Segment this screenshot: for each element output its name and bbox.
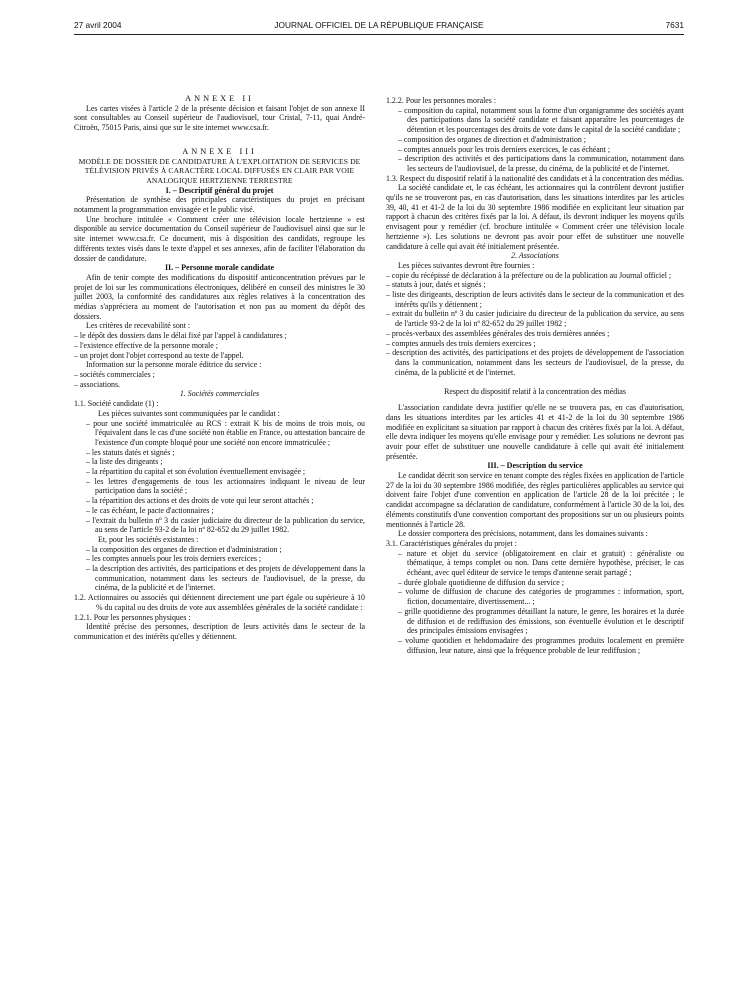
list-item: – un projet dont l'objet correspond au texte de l'appel.: [74, 350, 244, 360]
section-3-paragraph: Le candidat décrit son service en tenant compte des règles fixées en application de l'article 27 de la loi du 30 septembre 1986 modifiée, des règles particulières applicables au service qui doivent faire l'objet d'une convention en application de l'article 28 de la loi précitée ; le candidat accompagne sa déclaration de candidature, conformément à l'article 30 de la loi, des éléments constitutifs d'une convention comportant des propositions sur un ou plusieurs points mentionnés à l'article 28.: [386, 471, 684, 529]
list-item: – les lettres d'engagements de tous les actionnaires indiquant le niveau de leur participation dans la société ;: [86, 476, 365, 496]
list-item: – les statuts datés et signés ;: [86, 447, 175, 457]
section-3-paragraph: Le dossier comportera des précisions, notamment, dans les domaines suivants :: [398, 529, 648, 539]
list-item: – les comptes annuels pour les trois derniers exercices ;: [86, 554, 262, 564]
list-item: – description des activités, des participations et des projets de développement de l'association dans la communication, notamment dans les secteurs de l'audiovisuel, de la presse, du cinéma, de la publicité et de l'internet.: [386, 348, 684, 377]
list-item: – volume quotidien et hebdomadaire des programmes produits localement en première diffusion, leur nature, ainsi que la fréquence probable de leur rediffusion ;: [398, 635, 684, 655]
section-2-paragraph: Afin de tenir compte des modifications du dispositif anticoncentration prévues par le projet de loi sur les communications électroniques, délibéré en conseil des ministres le 30 juillet 2003, la conformité des candidatures aux règles relatives à la concentration des médias s'appréciera au moment de l'autorisation et non pas au moment du dépôt des dossiers.: [74, 272, 365, 321]
list-item: – pour une société immatriculée au RCS : extrait K bis de moins de trois mois, ou l'équivalent dans le cas d'une société non établie en France, ou attestation bancaire de l'existence d'un compte bloqué pour une société non encore immatriculée ;: [86, 418, 365, 447]
list-item: – volume de diffusion de chacune des catégories de programmes : information, sport, fiction, documentaire, divertissement... ;: [398, 587, 684, 607]
list-item: – copie du récépissé de déclaration à la préfecture ou de la publication au Journal officiel ;: [386, 270, 672, 280]
item-3-1-list: [386, 549, 684, 656]
list-item: – la description des activités, des participations et des projets de développement dans la communication, notamment dans les secteurs de l'audiovisuel, de la presse, du cinéma, de la publicité et de l'internet.: [86, 564, 365, 593]
list-item: – liste des dirigeants, description de leurs activités dans le secteur de la communication et des intérêts qu'ils y détiennent ;: [386, 290, 684, 309]
item-1-2-1-heading: 1.2.1. Pour les personnes physiques :: [74, 612, 191, 622]
list-item: – grille quotidienne des programmes détaillant la nature, le genre, les horaires et la durée de diffusion et de rediffusion des émissions, son éventuelle évolution et le descriptif des principales émissions envisagées ;: [398, 606, 684, 636]
subsection-2-heading: 2. Associations: [511, 251, 559, 261]
header-page-number: 7631: [665, 20, 684, 30]
list-item: – la composition des organes de direction et d'administration ;: [86, 544, 282, 554]
annexe-3-title: MODÈLE DE DOSSIER DE CANDIDATURE À L'EXPLOITATION DE SERVICES DE TÉLÉVISION PRIVÉS À CARACTÈRE LOCAL DIFFUSÉS EN CLAIR PAR VOIE ANALOGIQUE HERTZIENNE TERRESTRE: [78, 156, 361, 185]
header-date: 27 avril 2004: [74, 20, 122, 30]
subsection-1-heading: 1. Sociétés commerciales: [179, 389, 260, 399]
list-item: – statuts à jour, datés et signés ;: [386, 280, 486, 290]
list-item: – sociétés commerciales ;: [74, 369, 155, 379]
list-item: – durée globale quotidienne de diffusion du service ;: [398, 577, 564, 587]
list-item: – associations.: [74, 379, 121, 389]
info-list: [74, 370, 365, 389]
header-rule: [74, 34, 684, 35]
criteria-list: [74, 331, 365, 360]
list-item: – l'existence effective de la personne morale ;: [74, 340, 218, 350]
item-1-1-list: [74, 419, 365, 535]
list-item: – la liste des dirigeants ;: [86, 457, 163, 467]
list-item: – composition du capital, notamment sous la forme d'un organigramme des sociétés ayant des participations dans la société candidate et faisant apparaître les pourcentages de détention et les pourcentages des droits de vote dans le capital de la société candidate ;: [398, 105, 684, 135]
respect-heading: Respect du dispositif relatif à la concentration des médias: [444, 387, 626, 397]
section-2-heading: II. – Personne morale candidate: [164, 263, 275, 273]
section-2-paragraph: Information sur la personne morale éditrice du service :: [86, 360, 262, 370]
header-title: JOURNAL OFFICIEL DE LA RÉPUBLIQUE FRANÇAISE: [274, 20, 484, 30]
list-item: – composition des organes de direction et d'administration ;: [398, 134, 586, 144]
list-item: – procès-verbaux des assemblées générales des trois dernières années ;: [386, 328, 610, 338]
section-3-heading: III. – Description du service: [487, 461, 583, 471]
annexe-2-text: Les cartes visées à l'article 2 de la présente décision et faisant l'objet de son annexe II sont consultables au Conseil supérieur de l'audiovisuel, tour Cristal, 7-11, quai André-Citroën, 75015 Paris, ainsi que sur le site internet www.csa.fr.: [74, 103, 365, 133]
associations-intro: Les pièces suivantes devront être fournies :: [398, 260, 535, 270]
section-1-heading: I. – Descriptif général du projet: [165, 185, 274, 195]
list-item: – le dépôt des dossiers dans le délai fixé par l'appel à candidatures ;: [74, 331, 287, 341]
list-item: – le cas échéant, le pacte d'actionnaires ;: [86, 505, 214, 515]
item-1-2-heading: 1.2. Actionnaires ou associés qui détiennent directement une part égale ou supérieure à 10 % du capital ou des droits de vote aux assemblées générales de la société candidate :: [74, 593, 365, 612]
list-item: – comptes annuels pour les trois derniers exercices, le cas échéant ;: [398, 144, 611, 154]
item-1-1-heading: 1.1. Société candidate (1) :: [74, 399, 159, 409]
list-item: – nature et objet du service (obligatoirement en clair et gratuit) : généraliste ou thématique, à temps complet ou non. Dans cette dernière hypothèse, préciser, le cas échéant, avec quel éditeur de service le temps d'antenne serait partagé ;: [398, 548, 684, 578]
item-1-2-2-heading: 1.2.2. Pour les personnes morales :: [386, 96, 497, 105]
item-3-1-heading: 3.1. Caractéristiques générales du projet :: [386, 538, 517, 548]
item-1-3-text: La société candidate et, le cas échéant, les actionnaires qui la contrôlent devront justifier qu'ils ne se trouveront pas, en cas d'autorisation, dans les situations interdites par les articles 39, 40, 41 et 41-2 de la loi du 30 septembre 1986 modifiée en explicitant leur situation par rapport à chacun des critères fixés par la loi. A défaut, ils devront indiquer les moyens qu'ils envisagent pour y remédier (cf. brochure intitulée « Comment créer une télévision locale hertzienne »). Les solutions ne devront pas avoir pour effet de substituer une nouvelle candidature à celle qui avait été initialement présentée.: [386, 183, 684, 251]
item-1-1-list-2: [74, 545, 365, 594]
section-2-paragraph: Les critères de recevabilité sont :: [86, 321, 191, 331]
list-item: – la répartition du capital et son évolution éventuellement envisagée ;: [86, 467, 306, 477]
list-item: – comptes annuels des trois derniers exercices ;: [386, 338, 536, 348]
list-item: – la répartition des actions et des droits de vote qui leur seront attachés ;: [86, 496, 314, 506]
item-1-1-intro: Les pièces suivantes sont communiquées par le candidat :: [98, 408, 280, 418]
section-1-paragraph: Présentation de synthèse des principales caractéristiques du projet en précisant notamment la programmation envisagée et le public visé.: [74, 195, 365, 215]
item-1-2-1-text: Identité précise des personnes, description de leurs activités dans le secteur de la communication et des intérêts qu'elles y détiennent.: [74, 622, 365, 641]
left-column: [74, 94, 365, 642]
associations-list: [386, 271, 684, 378]
respect-text: L'association candidate devra justifier qu'elle ne se trouvera pas, en cas d'autorisation, dans les situations interdites par les articles 41 et 41-2 de la loi du 30 septembre 1986 modifiée en explicitant sa situation par rapport à chacun des critères fixés par la loi. A défaut, elle devra indiquer les moyens qu'elle envisage pour y remédier. Les solutions ne devront pas avoir pour effet de substituer une nouvelle candidature à celle qui avait été initialement présentée.: [386, 403, 684, 461]
item-1-3-heading: 1.3. Respect du dispositif relatif à la nationalité des candidats et à la concentration des médias.: [386, 173, 684, 183]
annexe-3-heading: ANNEXE III: [182, 146, 257, 156]
item-1-1-existing: Et, pour les sociétés existantes :: [98, 534, 199, 544]
annexe-2-heading: ANNEXE II: [185, 94, 254, 103]
list-item: – l'extrait du bulletin nº 3 du casier judiciaire du directeur de la publication du service, au sens de l'article 93-2 de la loi nº 82-652 du 29 juillet 1982.: [86, 515, 365, 535]
section-1-paragraph: Une brochure intitulée « Comment créer une télévision locale hertzienne » est disponible au service documentation du Conseil supérieur de l'audiovisuel ainsi que sur le site internet www.csa.fr. Ce document, mis à disposition des candidats, regroupe les différents textes visés dans le texte d'appel et ses annexes, afin de faciliter l'élaboration du dossier de candidature.: [74, 214, 365, 263]
item-1-2-2-list: [386, 106, 684, 174]
list-item: – extrait du bulletin nº 3 du casier judiciaire du directeur de la publication du service, au sens de l'article 93-2 de la loi nº 82-652 du 29 juillet 1982 ;: [386, 309, 684, 329]
right-column: [386, 96, 684, 655]
list-item: – description des activités et des participations dans la communication, notamment dans les secteurs de l'audiovisuel, de la presse, du cinéma, de la publicité et de l'internet.: [398, 154, 684, 173]
